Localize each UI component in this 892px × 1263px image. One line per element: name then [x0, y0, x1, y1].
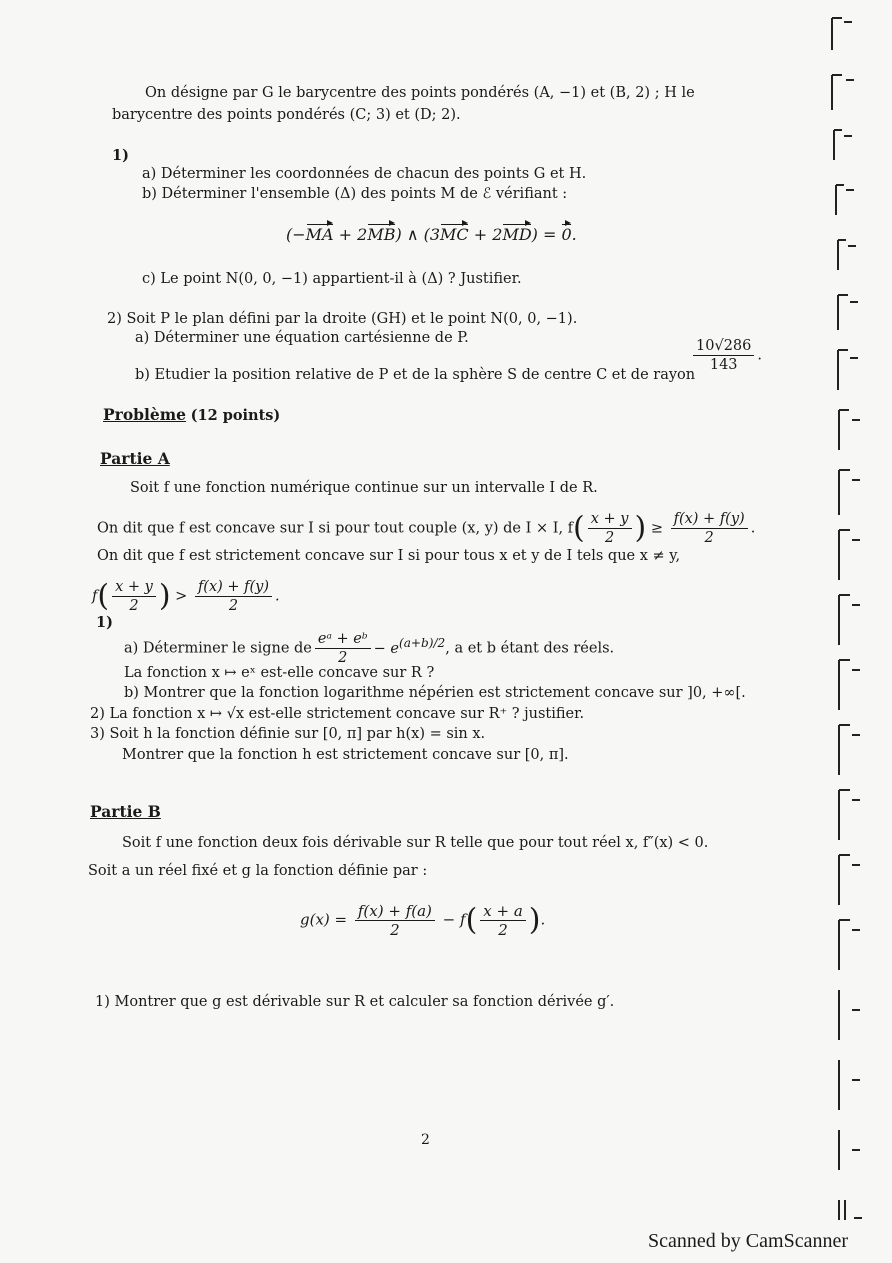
- partie-a-line-2: On dit que f est concave sur I si pour tout couple (x, y) de I × I, f( $\frac{x + y}{2}$ ) ≥ $\frac{f(x) + f(y)}{2}$ .: [97, 510, 756, 546]
- page-number: 2: [421, 1132, 430, 1148]
- probleme-points: (12 points): [190, 407, 281, 424]
- partie-a-q1-mid: La fonction x ↦ eˣ est-elle concave sur R ?: [124, 665, 435, 681]
- scanner-watermark: Scanned by CamScanner: [648, 1230, 848, 1252]
- binding-marks: [812, 0, 892, 1263]
- partie-a-q3b: Montrer que la fonction h est strictement concave sur [0, π].: [122, 747, 569, 763]
- intro-line-1: On désigne par G le barycentre des points pondérés (A, −1) et (B, 2) ; H le: [145, 85, 695, 101]
- vector-equation: (−MA + 2MB) ∧ (3MC + 2MD) = 0.: [286, 225, 577, 244]
- q1-number: 1): [112, 147, 129, 164]
- partie-b-title: Partie B: [90, 802, 161, 821]
- partie-a-line-1: Soit f une fonction numérique continue sur un intervalle I de R.: [130, 480, 598, 496]
- partie-a-q3: 3) Soit h la fonction définie sur [0, π] par h(x) = sin x.: [90, 726, 486, 742]
- partie-a-q1a-end: , a et b étant des réels.: [445, 640, 615, 657]
- q1-a: a) Déterminer les coordonnées de chacun des points G et H.: [142, 166, 587, 182]
- partie-b-q1: 1) Montrer que g est dérivable sur R et calculer sa fonction dérivée g′.: [95, 994, 615, 1010]
- partie-a-title: Partie A: [100, 449, 170, 468]
- g-definition: g(x) = $\frac{f(x) + f(a)}{2}$ − f( $\frac{x + a}{2}$ ).: [300, 902, 546, 939]
- radius-numerator: 10√286: [693, 337, 754, 356]
- partie-a-line-3: On dit que f est strictement concave sur I si pour tous x et y de I tels que x ≠ y,: [97, 548, 681, 564]
- q2-a: a) Déterminer une équation cartésienne de P.: [135, 330, 469, 346]
- partie-a-q1a: a) Déterminer le signe de $\frac{\text{eᵃ + eᵇ}}{2}$ − $e^{(a+b)/2}$, a et b étant des réels.: [124, 631, 615, 666]
- partie-b-line-1: Soit f une fonction deux fois dérivable sur R telle que pour tout réel x, f″(x) < 0.: [122, 835, 709, 851]
- strict-concave-inequality: f( $\frac{x + y}{2}$ ) > $\frac{f(x) + f(y)}{2}$ .: [92, 578, 280, 614]
- partie-a-q1b: b) Montrer que la fonction logarithme népérien est strictement concave sur ]0, +∞[.: [124, 685, 746, 701]
- partie-a-q1a-text: a) Déterminer le signe de: [124, 640, 312, 657]
- radius-denominator: 143: [709, 357, 738, 373]
- partie-a-q2: 2) La fonction x ↦ √x est-elle strictement concave sur R⁺ ? justifier.: [90, 706, 585, 722]
- probleme-title: Problème: [103, 405, 187, 424]
- partie-a-q1-number: 1): [96, 614, 113, 631]
- probleme-heading: [103, 406, 280, 425]
- partie-a-line-2-text: On dit que f est concave sur I si pour tout couple (x, y) de I × I, f: [97, 520, 574, 537]
- intro-line-2: barycentre des points pondérés (C; 3) et (D; 2).: [112, 107, 461, 123]
- q1-b: b) Déterminer l'ensemble (Δ) des points M de ℰ vérifiant :: [142, 186, 568, 202]
- radius-fraction: $\frac{10√286}{143}$ .: [690, 337, 762, 374]
- q2-stem: 2) Soit P le plan défini par la droite (GH) et le point N(0, 0, −1).: [107, 311, 578, 327]
- partie-b-line-2: Soit a un réel fixé et g la fonction définie par :: [88, 863, 428, 879]
- q2-b: b) Etudier la position relative de P et de la sphère S de centre C et de rayon: [135, 367, 696, 383]
- q1-c: c) Le point N(0, 0, −1) appartient-il à (Δ) ? Justifier.: [142, 271, 522, 287]
